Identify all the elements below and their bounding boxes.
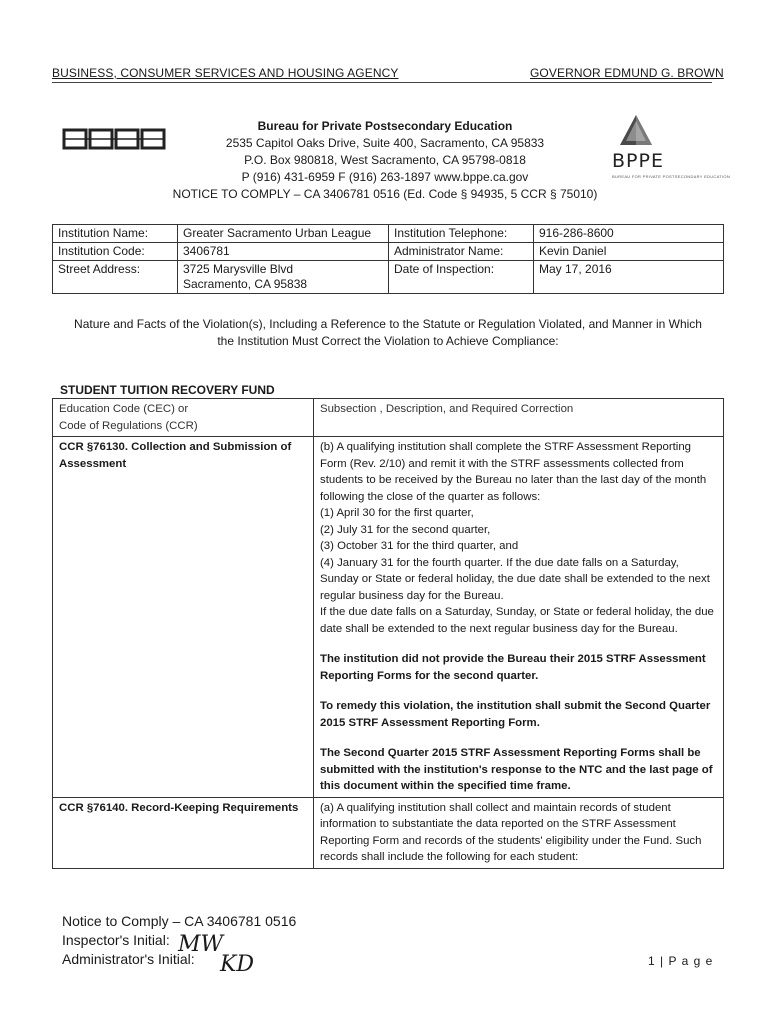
table-row [53,797,724,868]
list-item: If the due date falls on a Saturday, Sunday, or State or federal holiday, the due date shall be extended to the next regular business day for the Bureau. [320,606,714,635]
administrator-initial-signature: KD [220,952,255,977]
list-item: (3) October 31 for the third quarter, and [320,540,519,552]
code-header-line1: Education Code (CEC) or [59,403,189,415]
bppe-subtitle: BUREAU FOR PRIVATE POSTSECONDARY EDUCATION [612,174,731,179]
description-column-header [314,399,724,437]
bureau-name: Bureau for Private Postsecondary Education [257,119,513,133]
violation-text: (b) A qualifying institution shall complete the STRF Assessment Reporting Form (Rev. 2/10) and remit it with the STRF assessments collected from students to be received by the Bureau no later than the last day of the month following the close of the quarter as follows: [320,441,707,503]
institution-code-label: Institution Code: [53,243,178,261]
street-address-line1: 3725 Marysville Blvd [183,262,294,276]
street-address-line2: Sacramento, CA 95838 [183,277,308,291]
administrator-initial-label: Administrator's Initial: [62,951,195,967]
list-item: (4) January 31 for the fourth quarter. If the due date falls on a Saturday, Sunday or State or federal holiday, the due date shall be extended to the next regular business day for the Bureau. [320,556,710,602]
violations-header-row [53,399,724,437]
page-number: 1 | P a g e [648,954,714,968]
violations-table [52,398,724,869]
street-address-value [178,261,389,294]
governor-header: GOVERNOR EDMUND G. BROWN [530,66,724,80]
administrator-label: Administrator Name: [389,243,534,261]
list-item: (2) July 31 for the second quarter, [320,523,491,536]
section-title: STUDENT TUITION RECOVERY FUND [60,383,275,397]
header-rule [52,82,712,83]
nature-line-2: the Institution Must Correct the Violation to Achieve Compliance: [217,334,559,348]
institution-phone-value: 916-286-8600 [534,225,724,243]
code-header-line2: Code of Regulations (CCR) [59,419,198,432]
description-header-text: Subsection , Description, and Required Correction [320,403,574,415]
violation-description-76130 [314,437,724,798]
violation-description-76140: (a) A qualifying institution shall collect and maintain records of student information to substantiate the data reported on the STRF Assessment Reporting Form and records of the students' eligibility under the Fund. Such records shall include the following for each student: [314,797,724,868]
notice-line: NOTICE TO COMPLY – CA 3406781 0516 (Ed. Code § 94935, 5 CCR § 75010) [172,187,598,201]
bppe-logo-icon [610,115,690,183]
bureau-po-box: P.O. Box 980818, West Sacramento, CA 95798-0818 [244,153,526,167]
institution-info-table [52,224,724,294]
footer-notice: Notice to Comply – CA 3406781 0516 [62,913,297,929]
violation-remedy: To remedy this violation, the institution shall submit the Second Quarter 2015 STRF Assessment Reporting Form. [320,700,711,729]
administrator-value: Kevin Daniel [534,243,724,261]
table-row [53,437,724,798]
agency-header: BUSINESS, CONSUMER SERVICES AND HOUSING AGENCY [52,66,399,80]
inspector-initial-label: Inspector's Initial: [62,932,170,948]
violation-submission: The Second Quarter 2015 STRF Assessment Reporting Forms shall be submitted with the institution's response to the NTC and the last page of this document within the specified time frame. [320,747,713,792]
list-item: (1) April 30 for the first quarter, [320,507,474,519]
inspection-date-value: May 17, 2016 [534,261,724,294]
inspector-initial-signature: MW [178,932,224,957]
institution-name-value: Greater Sacramento Urban League [178,225,389,243]
inspection-date-label: Date of Inspection: [389,261,534,294]
institution-phone-label: Institution Telephone: [389,225,534,243]
bppe-wordmark: BPPE [612,150,664,172]
nature-statement [52,316,724,350]
bureau-address: 2535 Capitol Oaks Drive, Suite 400, Sacramento, CA 95833 [225,136,545,150]
bureau-address-block [150,118,620,203]
institution-name-label: Institution Name: [53,225,178,243]
violation-code-76140: CCR §76140. Record-Keeping Requirements [53,797,314,868]
nature-line-1: Nature and Facts of the Violation(s), Including a Reference to the Statute or Regulation Violated, and Manner in Which [74,317,702,331]
violation-code-76130: CCR §76130. Collection and Submission of Assessment [53,437,314,798]
street-address-label: Street Address: [53,261,178,294]
institution-code-value: 3406781 [178,243,389,261]
violation-finding: The institution did not provide the Bureau their 2015 STRF Assessment Reporting Forms for the second quarter. [320,653,706,682]
bureau-contact: P (916) 431-6959 F (916) 263-1897 www.bppe.ca.gov [241,170,529,184]
code-column-header [53,399,314,437]
